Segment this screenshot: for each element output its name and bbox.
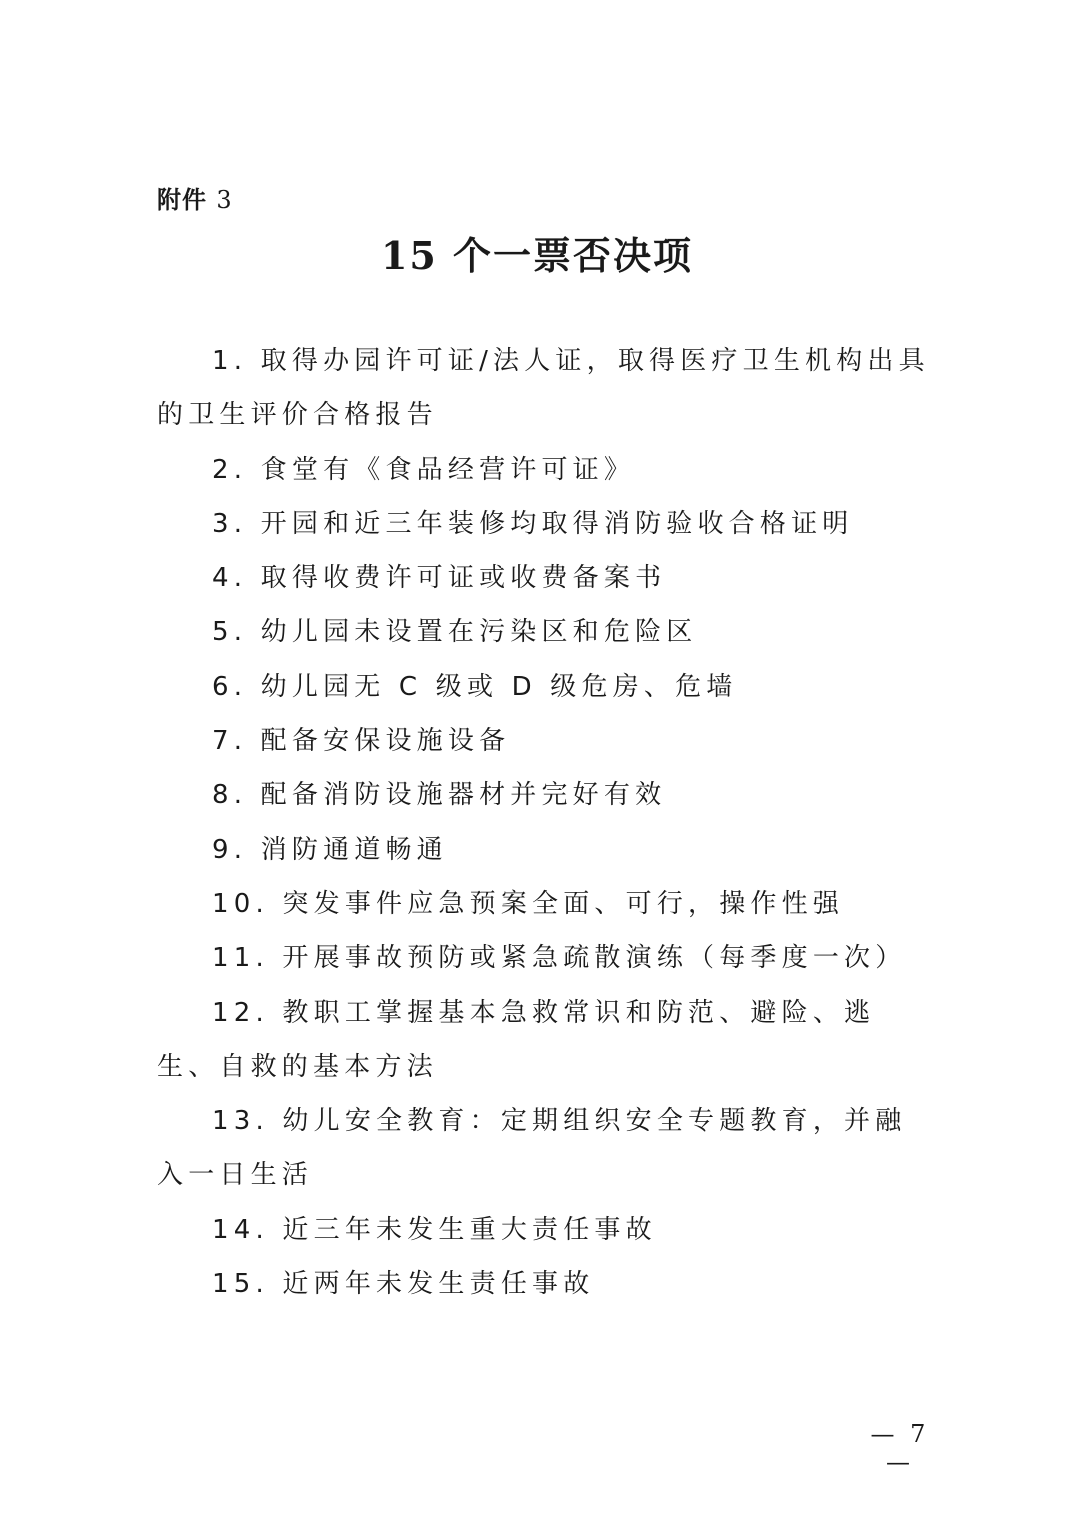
list-item: 7. 配备安保设施设备 [212,726,511,757]
list-item: 12. 教职工掌握基本急救常识和防范、避险、逃生、自救的基本方法 [157,997,876,1082]
list-item: 5. 幼儿园未设置在污染区和危险区 [212,617,698,648]
list-item: 3. 开园和近三年装修均取得消防验收合格证明 [212,508,854,539]
list-item: 1. 取得办园许可证/法人证，取得医疗卫生机构出具的卫生评价合格报告 [157,346,930,431]
attachment-number: 3 [216,186,233,214]
attachment-label [157,180,233,215]
list-item: 6. 幼儿园无 C 级或 D 级危房、危墙 [212,671,738,702]
list-item: 2. 食堂有《食品经营许可证》 [212,454,636,485]
list-item: 10. 突发事件应急预案全面、可行，操作性强 [212,888,845,919]
list-item: 8. 配备消防设施器材并完好有效 [212,780,667,811]
item-list [157,334,933,1311]
list-item: 15. 近两年未发生责任事故 [212,1269,595,1300]
list-item: 14. 近三年未发生重大责任事故 [212,1214,657,1245]
page-number: — 7 — [870,1420,930,1476]
list-item: 11. 开展事故预防或紧急疏散演练（每季度一次） [212,943,907,974]
list-item: 4. 取得收费许可证或收费备案书 [212,563,667,594]
list-item: 13. 幼儿安全教育：定期组织安全专题教育，并融入一日生活 [157,1106,907,1191]
document-title: 15 个一票否决项 [380,233,694,278]
attachment-label-text: 附件 [157,186,207,214]
list-item: 9. 消防通道畅通 [212,834,448,865]
